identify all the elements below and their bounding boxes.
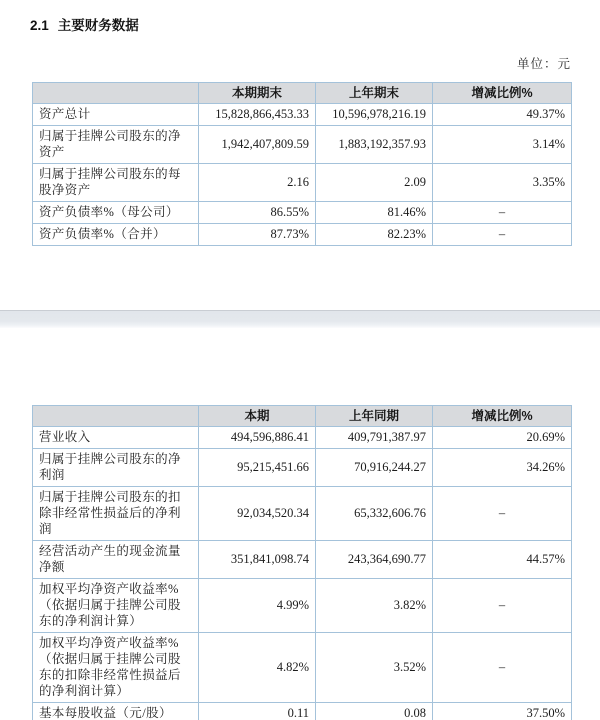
page-separator-band: [0, 310, 600, 328]
header-change-ratio: 增减比例%: [433, 83, 572, 104]
value-prior-period: 243,364,690.77: [316, 541, 433, 579]
value-prior-period: 3.52%: [316, 633, 433, 703]
header-prior-year-end: 上年期末: [316, 83, 433, 104]
value-change-ratio: –: [433, 202, 572, 224]
value-current-period: 87.73%: [199, 224, 316, 246]
row-label: 加权平均净资产收益率%（依据归属于挂牌公司股东的净利润计算）: [33, 579, 199, 633]
table-header-row: [33, 83, 572, 104]
table-row: [33, 449, 572, 487]
table-row: [33, 427, 572, 449]
row-label: 经营活动产生的现金流量净额: [33, 541, 199, 579]
section-title: [30, 14, 139, 34]
header-change-ratio: 增减比例%: [433, 406, 572, 427]
operating-results-table: [32, 405, 572, 720]
unit-label: 单位：元: [516, 57, 571, 71]
value-current-period: 494,596,886.41: [199, 427, 316, 449]
row-label: 资产负债率%（母公司）: [33, 202, 199, 224]
table-row: [33, 487, 572, 541]
table-row: [33, 104, 572, 126]
value-prior-period: 3.82%: [316, 579, 433, 633]
value-change-ratio: –: [433, 579, 572, 633]
row-label: 基本每股收益（元/股）: [33, 703, 199, 720]
value-prior-period: 1,883,192,357.93: [316, 126, 433, 164]
table-row: [33, 126, 572, 164]
row-label: 加权平均净资产收益率%（依据归属于挂牌公司股东的扣除非经常性损益后的净利润计算）: [33, 633, 199, 703]
table-row: [33, 541, 572, 579]
value-change-ratio: 3.14%: [433, 126, 572, 164]
value-change-ratio: –: [433, 487, 572, 541]
row-label: 归属于挂牌公司股东的净资产: [33, 126, 199, 164]
row-label: 资产负债率%（合并）: [33, 224, 199, 246]
value-current-period: 2.16: [199, 164, 316, 202]
value-change-ratio: 20.69%: [433, 427, 572, 449]
financial-position-table: [32, 82, 572, 246]
value-change-ratio: –: [433, 633, 572, 703]
value-prior-period: 82.23%: [316, 224, 433, 246]
value-prior-period: 409,791,387.97: [316, 427, 433, 449]
table-row: [33, 202, 572, 224]
row-label: 营业收入: [33, 427, 199, 449]
value-current-period: 4.99%: [199, 579, 316, 633]
value-current-period: 1,942,407,809.59: [199, 126, 316, 164]
value-current-period: 92,034,520.34: [199, 487, 316, 541]
table-header-row: [33, 406, 572, 427]
header-empty: [33, 406, 199, 427]
section-number: 2.1: [30, 18, 49, 33]
value-change-ratio: 3.35%: [433, 164, 572, 202]
row-label: 资产总计: [33, 104, 199, 126]
table-row: [33, 703, 572, 720]
table-row: [33, 164, 572, 202]
value-change-ratio: 49.37%: [433, 104, 572, 126]
value-current-period: 4.82%: [199, 633, 316, 703]
value-change-ratio: 44.57%: [433, 541, 572, 579]
table-row: [33, 633, 572, 703]
table-row: [33, 579, 572, 633]
header-current-period: 本期: [199, 406, 316, 427]
value-current-period: 95,215,451.66: [199, 449, 316, 487]
value-change-ratio: 37.50%: [433, 703, 572, 720]
header-empty: [33, 83, 199, 104]
section-title-text: 主要财务数据: [57, 18, 139, 33]
table-row: [33, 224, 572, 246]
value-change-ratio: –: [433, 224, 572, 246]
value-prior-period: 81.46%: [316, 202, 433, 224]
value-prior-period: 65,332,606.76: [316, 487, 433, 541]
header-current-period-end: 本期期末: [199, 83, 316, 104]
value-current-period: 351,841,098.74: [199, 541, 316, 579]
row-label: 归属于挂牌公司股东的净利润: [33, 449, 199, 487]
value-current-period: 15,828,866,453.33: [199, 104, 316, 126]
value-change-ratio: 34.26%: [433, 449, 572, 487]
value-prior-period: 0.08: [316, 703, 433, 720]
row-label: 归属于挂牌公司股东的每股净资产: [33, 164, 199, 202]
value-prior-period: 70,916,244.27: [316, 449, 433, 487]
value-current-period: 86.55%: [199, 202, 316, 224]
row-label: 归属于挂牌公司股东的扣除非经常性损益后的净利润: [33, 487, 199, 541]
value-prior-period: 2.09: [316, 164, 433, 202]
value-current-period: 0.11: [199, 703, 316, 720]
header-prior-year-same-period: 上年同期: [316, 406, 433, 427]
value-prior-period: 10,596,978,216.19: [316, 104, 433, 126]
